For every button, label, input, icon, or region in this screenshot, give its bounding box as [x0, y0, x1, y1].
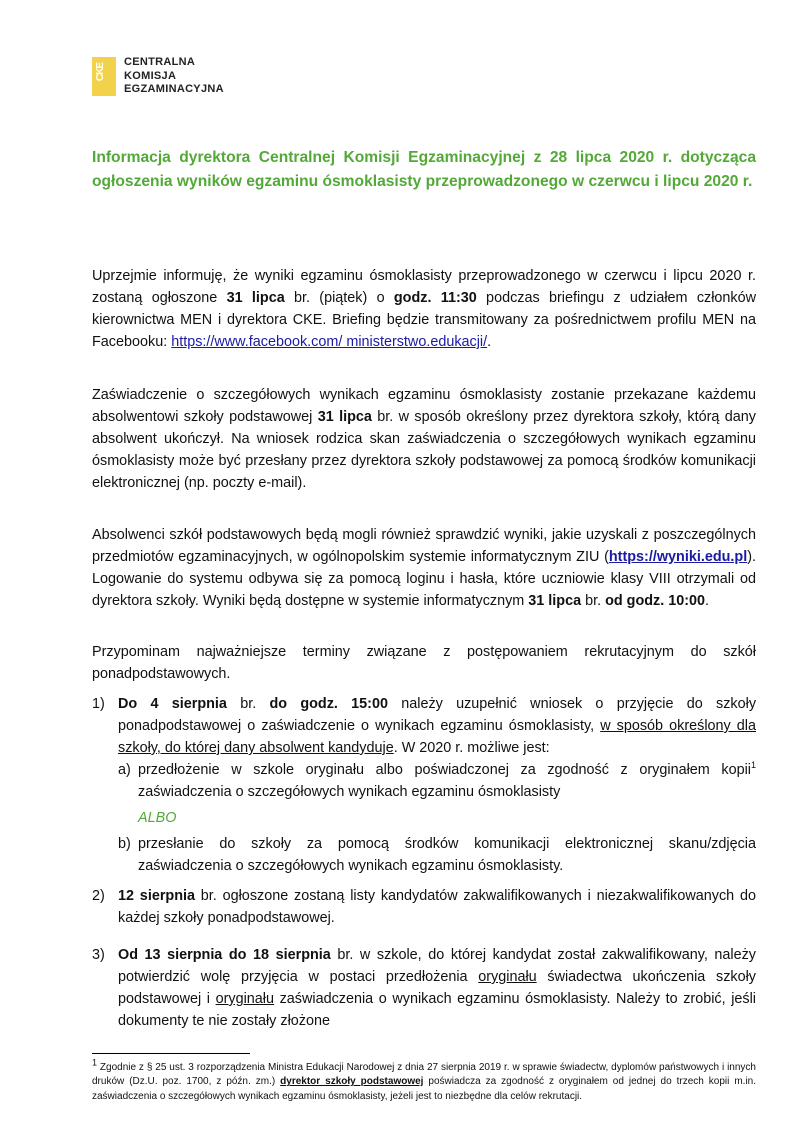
sub-item-a: a) przedłożenie w szkole oryginału albo poświadczonej za zgodność z oryginałem kopii$^1$ zaświadczenia o szczegółowych wynikach egzaminu ósmoklasisty — [118, 760, 756, 800]
logo-line-3: EGZAMINACYJNA — [124, 83, 224, 95]
facebook-link[interactable]: https://www.facebook.com/ ministerstwo.edukacji/ — [171, 334, 488, 350]
logo-line-1: CENTRALNA — [124, 56, 196, 68]
list-item: 3) Od 13 sierpnia do 18 sierpnia br. w szkole, do której kandydat został zakwalifikowany, należy potwierdzić wolę przyjęcia w postaci przedłożenia oryginału świadectwa ukończenia szkoły podstawowej i oryginału zaświadczenia o wynikach egzaminu ósmoklasisty. Należy to zrobić, jeśli dokumenty te nie zostały złożone — [92, 944, 756, 1032]
date-31-july: 31 lipca — [317, 409, 372, 425]
logo-mark-text: CKE — [95, 62, 106, 81]
logo-text — [124, 56, 224, 97]
list-number: 2) — [92, 888, 105, 904]
cke-logo-mark — [92, 57, 116, 96]
footnote-ref[interactable]: 1 — [750, 760, 756, 771]
wyniki-link[interactable]: https://wyniki.edu.pl — [608, 549, 748, 565]
list-item: 2) 12 sierpnia br. ogłoszone zostaną listy kandydatów zakwalifikowanych i niezakwalifikowanych do każdej szkoły ponadpodstawowej. — [92, 885, 756, 929]
list-number: 1) — [92, 696, 105, 712]
sub-item-b: b) przesłanie do szkoły za pomocą środków komunikacji elektronicznej skanu/zdjęcia zaświadczenia o szczegółowych wynikach egzaminu ósmoklasisty. — [118, 836, 756, 874]
date-31-july: 31 lipca — [528, 593, 582, 609]
albo-label: ALBO — [138, 810, 177, 826]
time-11-30: godz. 11:30 — [393, 290, 477, 306]
time-10-00: od godz. 10:00 — [605, 593, 706, 609]
paragraph-ziu-system: Absolwenci szkół podstawowych będą mogli również sprawdzić wyniki, jakie uzyskali z poszczególnych przedmiotów egzaminacyjnych, w ogólnopolskim systemie informatycznym ZIU (https://wyniki.edu.pl). Logowanie do systemu odbywa się za pomocą loginu i hasła, które uczniowie klasy VIII otrzymali od dyrektora szkoły. Wyniki będą dostępne w systemie informatycznym 31 lipca br. od godz. 10:00. — [92, 527, 756, 609]
footnote: $^1$ Zgodnie z § 25 ust. 3 rozporządzenia Ministra Edukacji Narodowej z dnia 27 sierpnia 2019 r. w sprawie świadectw, dyplomów państwowych i innych druków (Dz.U. poz. 1700, z późn. zm.) dyrektor szkoły podstawowej poświadcza za zgodność z oryginałem od jednej do trzech kopii m.in. zaświadczenia o szczegółowych wynikach egzaminu ósmoklasisty, jeżeli jest to niezbędne dla celów rekrutacji. — [92, 1057, 757, 1102]
paragraph-reminder: Przypominam najważniejsze terminy związane z postępowaniem rekrutacyjnym do szkół ponadpodstawowych. — [92, 644, 756, 682]
list-number: 3) — [92, 947, 105, 963]
list-item: 1) Do 4 sierpnia br. do godz. 15:00 należy uzupełnić wniosek o przyjęcie do szkoły ponadpodstawowej o zaświadczenie o wynikach egzaminu ósmoklasisty, w sposób określony dla szkoły, do której dany absolwent kandyduje. W 2020 r. możliwe jest: a) przedłożenie w szkole oryginału albo poświadczonej za zgodność z oryginałem kopii$^1$ zaświadczenia o szczegółowych wynikach egzaminu ósmoklasisty ALBO b) przesłanie do szkoły za pomocą środków komunikacji elektronicznej skanu/zdjęcia zaświadczenia o szczegółowych wynikach egzaminu ósmoklasisty. — [92, 693, 756, 877]
logo-line-2: KOMISJA — [124, 69, 177, 82]
paragraph-certificate: Zaświadczenie o szczegółowych wynikach egzaminu ósmoklasisty zostanie przekazane każdemu absolwentowi szkoły podstawowej 31 lipca br. w sposób określony przez dyrektora szkoły, którą dany absolwent ukończył. Na wniosek rodzica skan zaświadczenia o szczegółowych wynikach egzaminu ósmoklasisty może być przesłany przez dyrektora szkoły podstawowej za pomocą środków komunikacji elektronicznej (np. poczty e-mail). — [92, 387, 756, 491]
date-31-july: 31 lipca — [226, 290, 285, 306]
footnote-divider — [92, 1053, 250, 1054]
document-title: Informacja dyrektora Centralnej Komisji Egzaminacyjnej z 28 lipca 2020 r. dotycząca ogłoszenia wyników egzaminu ósmoklasisty przeprowadzonego w czerwcu i lipcu 2020 r. — [92, 149, 756, 190]
paragraph-results-announcement: Uprzejmie informuję, że wyniki egzaminu ósmoklasisty przeprowadzonego w czerwcu i lipcu 2020 r. zostaną ogłoszone 31 lipca br. (piątek) o godz. 11:30 podczas briefingu z udziałem członków kierownictwa MEN i dyrektora CKE. Briefing będzie transmitowany za pośrednictwem profilu MEN na Facebooku: https://www.facebook.com/ ministerstwo.edukacji/. — [92, 268, 757, 350]
cke-logo — [92, 56, 224, 97]
